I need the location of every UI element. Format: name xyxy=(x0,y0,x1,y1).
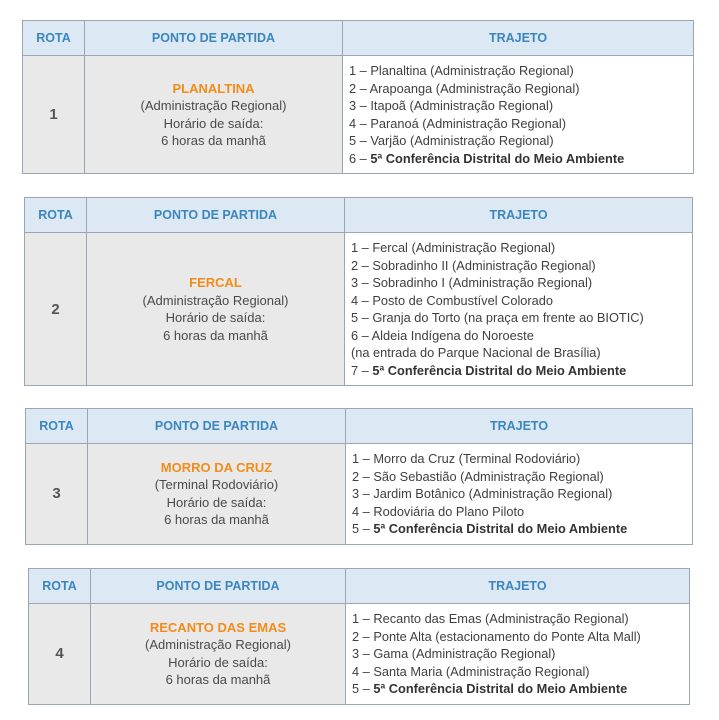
route-number: 4 xyxy=(29,604,91,705)
route-stop: 4 – Rodoviária do Plano Piloto xyxy=(352,503,525,519)
route-stop: (na entrada do Parque Nacional de Brasília) xyxy=(351,345,601,360)
route-stop: 2 – Ponte Alta (estacionamento do Ponte Alta Mall) xyxy=(352,628,641,644)
departure-location: (Administração Regional) xyxy=(142,292,289,308)
ponto-header: PONTO DE PARTIDA xyxy=(85,21,343,56)
final-stop-number: 7 – xyxy=(351,362,373,378)
route-stop: 1 – Planaltina (Administração Regional) xyxy=(349,63,574,78)
trajeto-header: TRAJETO xyxy=(346,409,693,444)
route-path xyxy=(346,444,693,545)
route-stop: 5 – Granja do Torto (na praça em frente ao BIOTIC) xyxy=(351,310,644,325)
route-stop: 1 – Recanto das Emas (Administração Regional) xyxy=(352,611,629,626)
departure-time-label: Horário de saída: xyxy=(165,310,266,325)
route-number: 2 xyxy=(25,233,87,386)
route-stop: 4 – Santa Maria (Administração Regional) xyxy=(352,663,590,679)
final-stop-number: 5 – xyxy=(352,681,374,696)
rota-header: ROTA xyxy=(25,198,87,233)
departure-time-label: Horário de saída: xyxy=(168,654,268,670)
route-stop: 3 – Itapoã (Administração Regional) xyxy=(349,98,554,113)
departure-place: MORRO DA CRUZ xyxy=(160,459,273,475)
ponto-header: PONTO DE PARTIDA xyxy=(88,409,346,444)
rota-header: ROTA xyxy=(29,569,91,604)
route-stop: 4 – Paranoá (Administração Regional) xyxy=(349,115,566,131)
final-stop-name: 5ª Conferência Distrital do Meio Ambiente xyxy=(370,150,625,166)
route-table-2 xyxy=(24,197,693,386)
route-stop: 2 – Sobradinho II (Administração Regional) xyxy=(351,257,596,273)
rota-header: ROTA xyxy=(23,21,85,56)
final-stop-name: 5ª Conferência Distrital do Meio Ambiente xyxy=(372,362,627,378)
departure-location: (Administração Regional) xyxy=(140,98,287,113)
route-path xyxy=(343,56,694,174)
departure-time-label: Horário de saída: xyxy=(163,115,264,131)
route-stop: 2 – São Sebastião (Administração Regional) xyxy=(352,468,604,484)
route-stop: 1 – Morro da Cruz (Terminal Rodoviário) xyxy=(352,451,581,466)
departure-time-label: Horário de saída: xyxy=(166,494,267,510)
departure-place: PLANALTINA xyxy=(172,80,255,96)
final-stop-number: 6 – xyxy=(349,150,371,166)
final-stop-number: 5 – xyxy=(352,521,374,536)
route-stop: 2 – Arapoanga (Administração Regional) xyxy=(349,80,580,96)
route-final-stop xyxy=(351,362,686,380)
route-stop: 1 – Fercal (Administração Regional) xyxy=(351,240,556,255)
departure-time: 6 horas da manhã xyxy=(161,133,266,148)
trajeto-header: TRAJETO xyxy=(343,21,694,56)
departure-location: (Administração Regional) xyxy=(145,637,291,653)
route-stop: 5 – Varjão (Administração Regional) xyxy=(349,133,554,148)
route-number: 1 xyxy=(23,56,85,174)
departure-time: 6 horas da manhã xyxy=(165,672,271,688)
route-final-stop xyxy=(352,680,683,698)
final-stop-name: 5ª Conferência Distrital do Meio Ambiente xyxy=(373,521,628,536)
departure-point xyxy=(91,604,346,705)
route-table-4 xyxy=(28,568,690,705)
route-final-stop xyxy=(352,520,686,538)
trajeto-header: TRAJETO xyxy=(346,569,690,604)
ponto-header: PONTO DE PARTIDA xyxy=(87,198,345,233)
ponto-header: PONTO DE PARTIDA xyxy=(91,569,346,604)
route-stop: 4 – Posto de Combustível Colorado xyxy=(351,292,554,308)
route-table-1 xyxy=(22,20,694,174)
departure-point xyxy=(87,233,345,386)
trajeto-header: TRAJETO xyxy=(345,198,693,233)
route-stop: 3 – Sobradinho I (Administração Regional) xyxy=(351,275,593,290)
departure-point xyxy=(88,444,346,545)
route-table-3 xyxy=(25,408,693,545)
route-stop: 3 – Jardim Botânico (Administração Regional) xyxy=(352,486,613,501)
route-number: 3 xyxy=(26,444,88,545)
rota-header: ROTA xyxy=(26,409,88,444)
departure-place: RECANTO DAS EMAS xyxy=(149,619,287,635)
departure-time: 6 horas da manhã xyxy=(163,327,268,343)
route-path xyxy=(345,233,693,386)
departure-location: (Terminal Rodoviário) xyxy=(154,477,279,493)
final-stop-name: 5ª Conferência Distrital do Meio Ambiente xyxy=(373,681,628,696)
departure-place: FERCAL xyxy=(189,275,242,290)
departure-point xyxy=(85,56,343,174)
route-final-stop xyxy=(349,150,687,168)
route-stop: 3 – Gama (Administração Regional) xyxy=(352,646,556,661)
route-path xyxy=(346,604,690,705)
departure-time: 6 horas da manhã xyxy=(164,512,269,528)
route-stop: 6 – Aldeia Indígena do Noroeste xyxy=(351,327,534,343)
